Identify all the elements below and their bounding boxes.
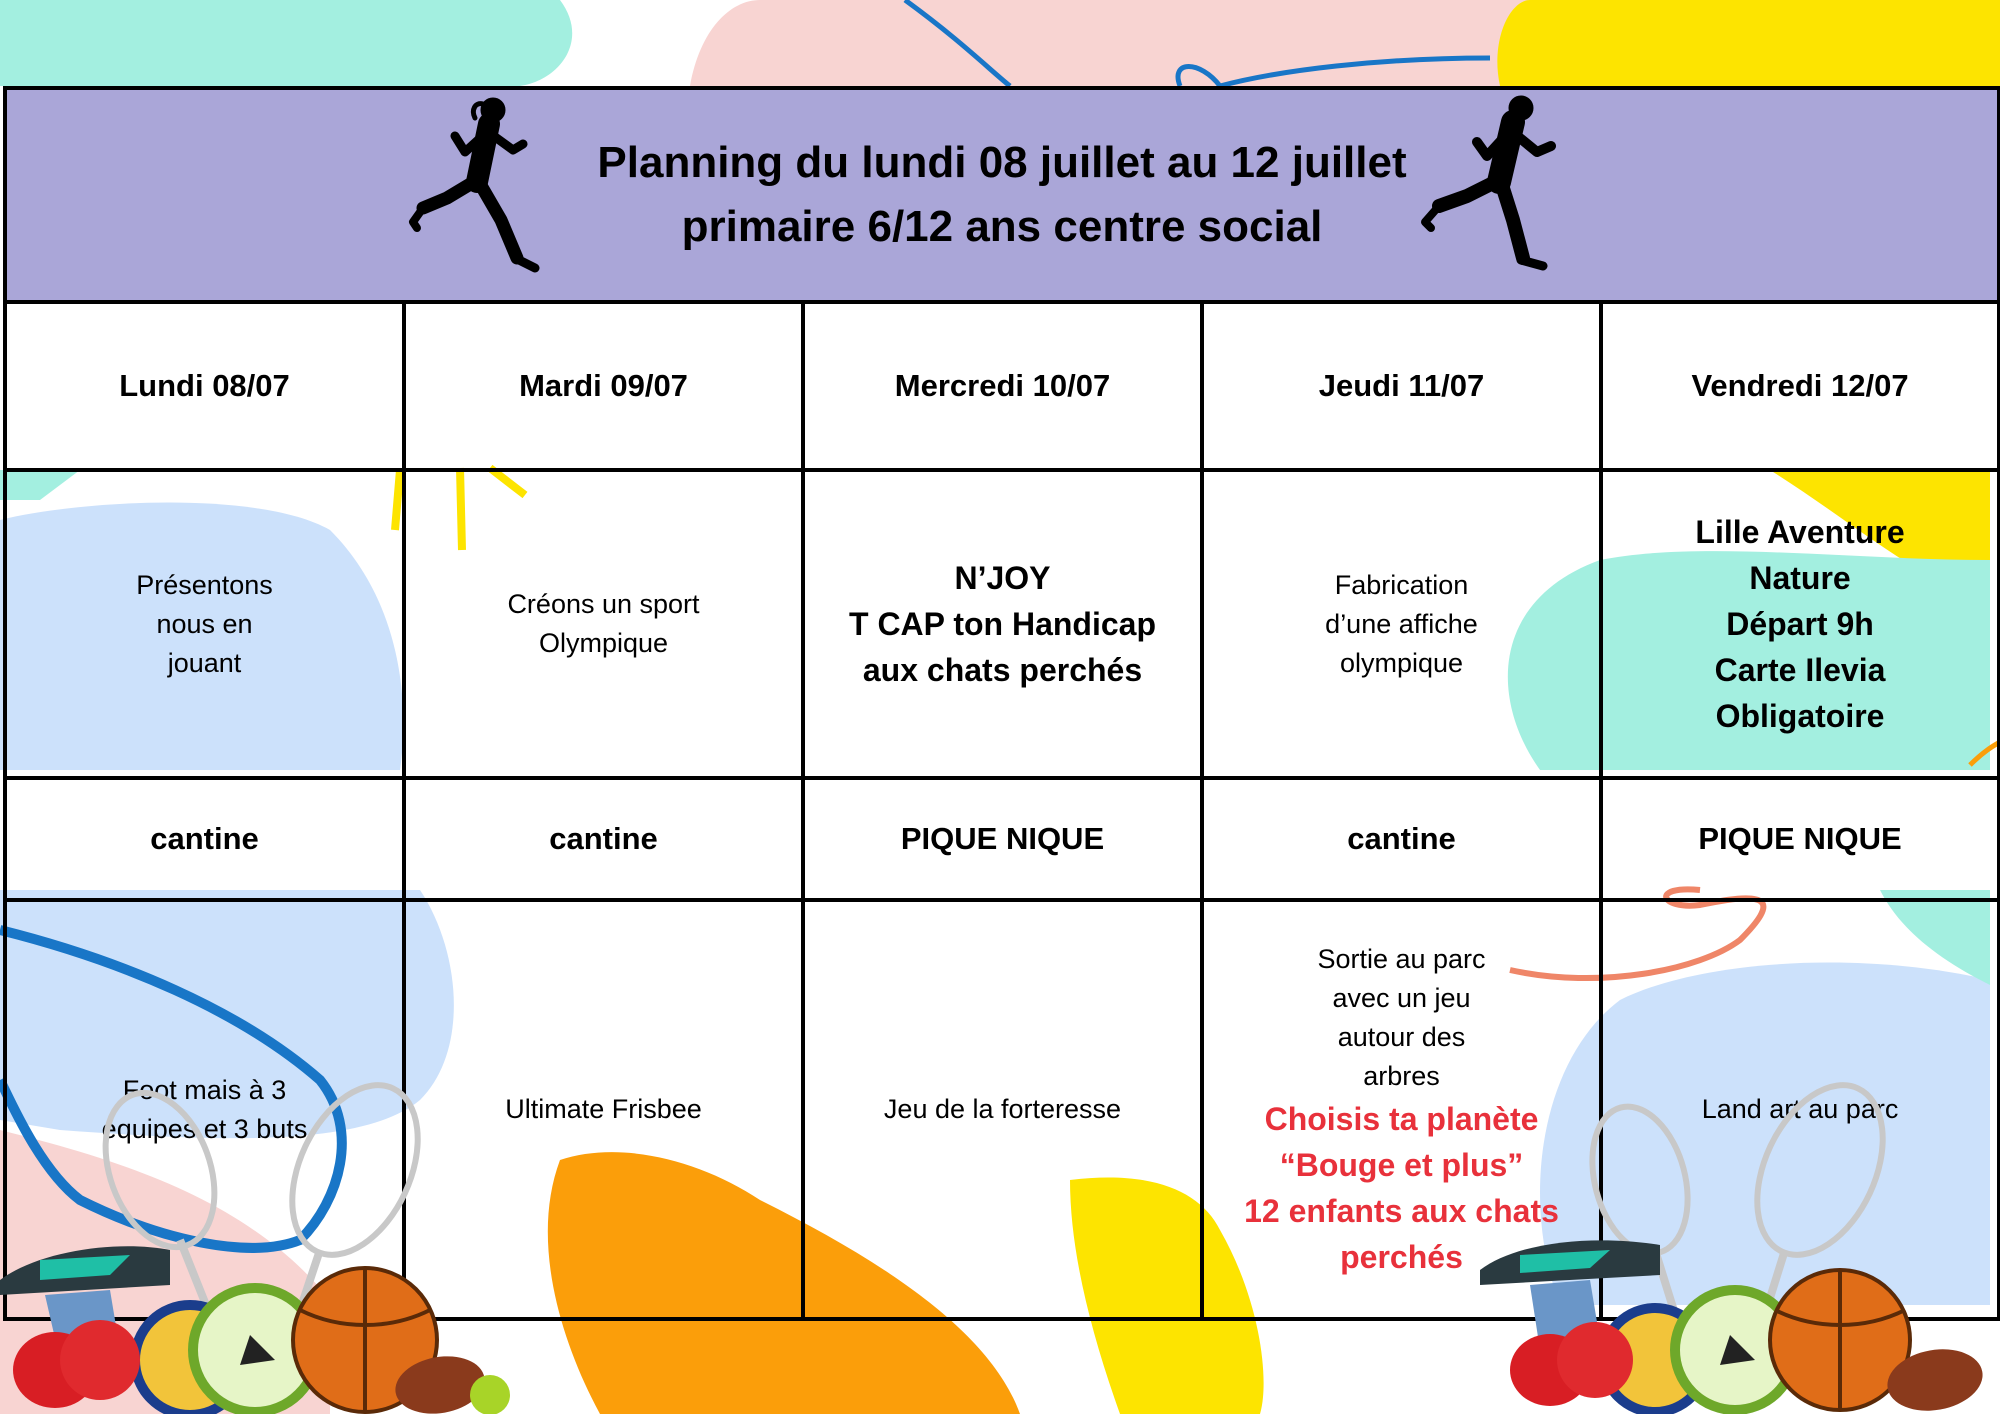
activity-text: Créons un sport bbox=[507, 589, 700, 619]
activity-text: olympique bbox=[1339, 647, 1464, 678]
activity-text: arbres bbox=[1363, 1060, 1440, 1091]
day-header-tuesday: Mardi 09/07 bbox=[404, 302, 803, 470]
activity-text: Sortie au parc bbox=[1317, 943, 1486, 974]
morning-friday bbox=[1601, 470, 1999, 778]
header-row bbox=[5, 88, 1999, 302]
activity-text: avec un jeu bbox=[1332, 982, 1471, 1013]
activity-text: nous en bbox=[156, 608, 253, 639]
activity-text: jouant bbox=[167, 647, 242, 678]
activity-text: Présentons bbox=[136, 569, 273, 600]
morning-monday bbox=[5, 470, 404, 778]
activity-text: Olympique bbox=[538, 628, 669, 658]
highlight-activity-text: Choisis ta planète bbox=[1264, 1100, 1539, 1137]
mint-blob-top-left bbox=[0, 0, 572, 86]
tennis-ball-icon bbox=[470, 1375, 510, 1414]
afternoon-wednesday: Jeu de la forteresse bbox=[803, 900, 1202, 1319]
highlight-activity-text: aux chats perchés bbox=[862, 652, 1143, 688]
highlight-activity-text: perchés bbox=[1340, 1238, 1463, 1275]
activity-text: Foot mais à 3 bbox=[122, 1074, 287, 1105]
sports-equipment-right bbox=[1440, 1070, 2000, 1414]
activity-text: autour des bbox=[1337, 1021, 1466, 1052]
morning-row bbox=[5, 470, 1999, 778]
lunch-friday: PIQUE NIQUE bbox=[1601, 778, 1999, 900]
page-title-line-2: primaire 6/12 ans centre social bbox=[681, 202, 1323, 251]
highlight-activity-text: Carte Ilevia bbox=[1714, 652, 1886, 688]
lunch-row bbox=[5, 778, 1999, 900]
highlight-activity-text: Départ 9h bbox=[1726, 606, 1874, 642]
morning-thursday bbox=[1202, 470, 1601, 778]
highlight-activity-text: N’JOY bbox=[954, 560, 1051, 596]
activity-text: d’une affiche bbox=[1325, 608, 1478, 639]
runner-woman-icon bbox=[405, 90, 565, 290]
page-title-line-1: Planning du lundi 08 juillet au 12 juillet bbox=[597, 138, 1407, 187]
morning-wednesday bbox=[803, 470, 1202, 778]
day-header-monday: Lundi 08/07 bbox=[5, 302, 404, 470]
highlight-activity-text: T CAP ton Handicap bbox=[849, 606, 1156, 642]
header-cell bbox=[5, 88, 1999, 302]
morning-tuesday bbox=[404, 470, 803, 778]
day-header-wednesday: Mercredi 10/07 bbox=[803, 302, 1202, 470]
boxing-glove-icon bbox=[60, 1320, 140, 1400]
day-header-friday: Vendredi 12/07 bbox=[1601, 302, 1999, 470]
afternoon-friday: Land art au parc bbox=[1601, 900, 1999, 1319]
yellow-blob-top-right bbox=[1497, 0, 2000, 86]
highlight-activity-text: Obligatoire bbox=[1715, 698, 1885, 734]
pink-blob-top bbox=[690, 0, 1540, 86]
afternoon-tuesday: Ultimate Frisbee bbox=[404, 900, 803, 1319]
activity-text: Fabrication bbox=[1334, 569, 1469, 600]
boxing-glove-icon bbox=[1557, 1322, 1633, 1398]
days-row bbox=[5, 302, 1999, 470]
highlight-activity-text: “Bouge et plus” bbox=[1279, 1146, 1524, 1183]
lunch-tuesday: cantine bbox=[404, 778, 803, 900]
runner-man-icon bbox=[1403, 90, 1563, 290]
lunch-thursday: cantine bbox=[1202, 778, 1601, 900]
highlight-activity-text: 12 enfants aux chats bbox=[1244, 1192, 1559, 1229]
highlight-activity-text: Lille Aventure bbox=[1695, 514, 1905, 550]
lunch-monday: cantine bbox=[5, 778, 404, 900]
highlight-activity-text: Nature bbox=[1749, 560, 1851, 596]
activity-text: équipes et 3 buts bbox=[101, 1113, 308, 1144]
sports-equipment-left bbox=[0, 1070, 560, 1414]
lunch-wednesday: PIQUE NIQUE bbox=[803, 778, 1202, 900]
tennis-racket-icon bbox=[1577, 1096, 1703, 1330]
day-header-thursday: Jeudi 11/07 bbox=[1202, 302, 1601, 470]
